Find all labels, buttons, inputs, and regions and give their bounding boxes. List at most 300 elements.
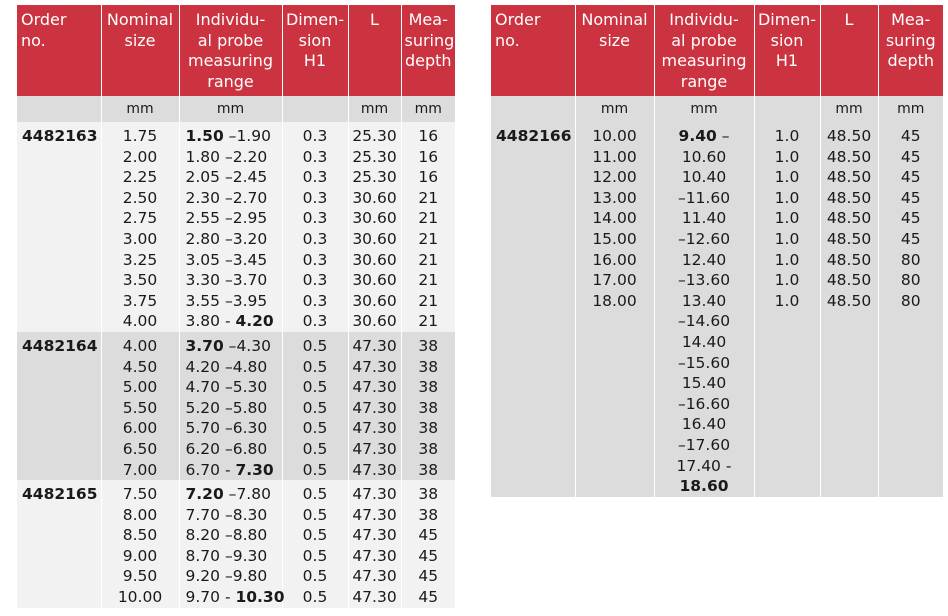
dimension-h1-value: 1.0 [774, 229, 800, 248]
unit-l: mm [348, 96, 401, 122]
nominal-size-cell: 4.00 [101, 311, 179, 332]
range-line [657, 167, 752, 188]
probe-table-left [17, 5, 455, 608]
length-cell: 47.30 [348, 480, 401, 505]
range-high: 4.30 [236, 336, 271, 355]
range-low: 3.70 [185, 336, 224, 355]
measuring-depth-cell: 21 [401, 291, 455, 312]
length-value: 48.50 [826, 147, 872, 166]
range-low: 4.70 [185, 378, 221, 397]
length-value: 48.50 [826, 291, 872, 310]
length-cell [820, 122, 878, 497]
unit-order-no [491, 96, 575, 122]
range-line [657, 208, 752, 229]
length-cell: 25.30 [348, 122, 401, 147]
range-high: 2.20 [232, 147, 268, 166]
dimension-h1-cell: 0.5 [282, 418, 348, 439]
header-row [17, 5, 455, 96]
unit-measuring-range: mm [654, 96, 754, 122]
range-low: 2.55 [185, 209, 221, 228]
dimension-h1-value: 1.0 [774, 127, 800, 145]
range-low: 4.20 [185, 357, 221, 376]
range-value: –13.60 [677, 271, 731, 290]
range-low: 1.80 [185, 147, 221, 166]
unit-measuring-depth: mm [878, 96, 943, 122]
nominal-size-cell: 3.00 [101, 229, 179, 250]
range-low: 1.50 [185, 127, 224, 145]
measuring-range-cell [179, 566, 282, 587]
measuring-depth-cell: 16 [401, 147, 455, 168]
range-high: 6.80 [232, 439, 268, 458]
range-line [657, 126, 752, 167]
range-low: 8.20 [185, 526, 221, 545]
dimension-h1-value: 1.0 [774, 271, 800, 290]
dimension-h1-cell: 0.3 [282, 122, 348, 147]
unit-measuring-range: mm [179, 96, 282, 122]
range-separator: – [220, 505, 233, 524]
measuring-range-cell [179, 311, 282, 332]
range-line [657, 332, 752, 353]
col-header-measuring-range: Individu- al probe measuring range [179, 5, 282, 96]
measuring-range-cell [179, 377, 282, 398]
measuring-depth-cell: 38 [401, 377, 455, 398]
measuring-depth-cell: 21 [401, 311, 455, 332]
nominal-size-cell: 6.00 [101, 418, 179, 439]
measuring-depth-cell: 38 [401, 357, 455, 378]
nominal-size-value: 18.00 [592, 291, 637, 310]
range-separator: – [220, 398, 233, 417]
length-value: 48.50 [826, 188, 872, 207]
order-number-cell: 4482163 [17, 122, 101, 332]
measuring-depth-value: 45 [900, 209, 921, 228]
length-cell: 47.30 [348, 460, 401, 481]
range-value: –14.60 [677, 312, 731, 331]
range-high: 6.30 [232, 419, 268, 438]
measuring-range-cell [179, 357, 282, 378]
range-value: 14.40 [681, 332, 727, 351]
order-number-cell: 4482166 [491, 122, 575, 497]
length-cell: 47.30 [348, 398, 401, 419]
range-high: 3.20 [232, 229, 268, 248]
dimension-h1-cell: 0.5 [282, 587, 348, 608]
range-line [657, 435, 752, 456]
measuring-depth-cell: 21 [401, 188, 455, 209]
col-header-measuring-depth: Mea- suring depth [401, 5, 455, 96]
length-cell: 30.60 [348, 188, 401, 209]
range-tail: –10.60 [681, 127, 730, 166]
length-cell: 25.30 [348, 167, 401, 188]
measuring-depth-cell: 38 [401, 398, 455, 419]
range-separator: – [220, 147, 233, 166]
measuring-range-cell [654, 122, 754, 497]
measuring-depth-cell: 38 [401, 418, 455, 439]
table-row [17, 122, 455, 147]
dimension-h1-cell: 0.3 [282, 229, 348, 250]
nominal-size-cell: 3.25 [101, 250, 179, 271]
range-high: 7.80 [236, 485, 271, 504]
nominal-size-cell: 1.75 [101, 122, 179, 147]
order-number-cell: 4482165 [17, 480, 101, 608]
range-separator: – [220, 271, 233, 290]
nominal-size-cell [575, 122, 654, 497]
length-cell: 47.30 [348, 377, 401, 398]
nominal-size-cell: 3.75 [101, 291, 179, 312]
range-separator: – [220, 229, 233, 248]
measuring-depth-cell: 38 [401, 480, 455, 505]
dimension-h1-value: 1.0 [774, 250, 800, 269]
dimension-h1-cell: 0.5 [282, 505, 348, 526]
dimension-h1-cell: 0.3 [282, 167, 348, 188]
length-cell: 47.30 [348, 357, 401, 378]
table-row [491, 122, 943, 497]
measuring-range-cell [179, 208, 282, 229]
nominal-size-cell: 4.50 [101, 357, 179, 378]
measuring-depth-value: 45 [900, 147, 921, 166]
unit-row [17, 96, 455, 122]
range-line [657, 270, 752, 291]
length-cell: 47.30 [348, 587, 401, 608]
range-separator: – [220, 567, 233, 586]
measuring-range-cell [179, 291, 282, 312]
range-low: 3.80 [185, 312, 221, 331]
nominal-size-cell: 9.00 [101, 546, 179, 567]
nominal-size-cell: 8.50 [101, 525, 179, 546]
range-line [657, 311, 752, 332]
length-cell: 30.60 [348, 250, 401, 271]
measuring-depth-cell: 38 [401, 332, 455, 357]
unit-order-no [17, 96, 101, 122]
range-high: 8.80 [232, 526, 268, 545]
measuring-range-cell [179, 167, 282, 188]
length-cell: 47.30 [348, 332, 401, 357]
range-low: 3.05 [185, 250, 221, 269]
range-low: 7.20 [185, 485, 224, 504]
range-value: 9.40 [678, 127, 717, 145]
measuring-depth-cell: 38 [401, 460, 455, 481]
range-value: 12.40 [681, 250, 727, 269]
dimension-h1-cell: 0.3 [282, 291, 348, 312]
range-low: 2.80 [185, 229, 221, 248]
length-value: 48.50 [826, 127, 872, 145]
measuring-range-cell [179, 439, 282, 460]
range-separator: – [220, 526, 233, 545]
length-value: 48.50 [826, 250, 872, 269]
unit-row [491, 96, 943, 122]
table-body-right [491, 122, 943, 497]
range-high: 9.80 [232, 567, 268, 586]
nominal-size-cell: 3.50 [101, 270, 179, 291]
range-low: 6.70 [185, 460, 221, 479]
range-low: 5.70 [185, 419, 221, 438]
dimension-h1-cell: 0.5 [282, 332, 348, 357]
range-low: 9.70 [185, 588, 221, 607]
measuring-range-cell [179, 229, 282, 250]
range-high: 4.80 [232, 357, 268, 376]
measuring-range-cell [179, 398, 282, 419]
measuring-range-cell [179, 122, 282, 147]
range-line [657, 394, 752, 415]
range-separator: - [220, 588, 236, 607]
measuring-depth-cell: 38 [401, 505, 455, 526]
range-low: 3.30 [185, 271, 221, 290]
unit-l: mm [820, 96, 878, 122]
unit-dimension-h1 [282, 96, 348, 122]
range-separator: – [223, 127, 237, 145]
measuring-range-cell [179, 270, 282, 291]
col-header-dimension-h1: Dimen- sion H1 [754, 5, 820, 96]
range-separator: – [220, 439, 233, 458]
dimension-h1-cell: 0.5 [282, 566, 348, 587]
nominal-size-value: 10.00 [592, 127, 637, 145]
measuring-range-cell [179, 250, 282, 271]
nominal-size-value: 11.00 [592, 147, 637, 166]
range-line [657, 353, 752, 374]
nominal-size-cell: 4.00 [101, 332, 179, 357]
length-cell: 47.30 [348, 439, 401, 460]
length-value: 48.50 [826, 168, 872, 187]
col-header-measuring-range: Individu- al probe measuring range [654, 5, 754, 96]
length-cell: 30.60 [348, 270, 401, 291]
measuring-range-cell [179, 480, 282, 505]
nominal-size-cell: 5.00 [101, 377, 179, 398]
dimension-h1-cell: 0.3 [282, 270, 348, 291]
range-separator: – [220, 250, 233, 269]
range-value: 17.40 - [676, 456, 732, 475]
dimension-h1-value: 1.0 [774, 188, 800, 207]
dimension-h1-value: 1.0 [774, 291, 800, 310]
range-high: 10.30 [235, 588, 285, 607]
range-separator: – [220, 209, 233, 228]
range-value: –16.60 [677, 394, 731, 413]
nominal-size-cell: 2.75 [101, 208, 179, 229]
measuring-depth-cell: 21 [401, 270, 455, 291]
col-header-order-no: Order no. [491, 5, 575, 96]
nominal-size-value: 16.00 [592, 250, 637, 269]
range-low: 2.05 [185, 168, 221, 187]
length-cell: 47.30 [348, 505, 401, 526]
measuring-range-cell [179, 525, 282, 546]
range-line [657, 414, 752, 435]
table-body-left [17, 122, 455, 608]
nominal-size-cell: 6.50 [101, 439, 179, 460]
range-high: 2.45 [232, 168, 268, 187]
nominal-size-cell: 10.00 [101, 587, 179, 608]
dimension-h1-cell: 0.3 [282, 311, 348, 332]
range-low: 5.20 [185, 398, 221, 417]
range-value: –11.60 [677, 188, 731, 207]
range-value: 11.40 [681, 209, 727, 228]
range-separator: – [220, 546, 233, 565]
nominal-size-cell: 2.00 [101, 147, 179, 168]
nominal-size-value: 13.00 [592, 188, 637, 207]
range-separator: – [220, 378, 233, 397]
range-line [657, 373, 752, 394]
range-high: 3.95 [232, 291, 268, 310]
measuring-range-cell [179, 587, 285, 608]
range-high: 5.30 [232, 378, 268, 397]
dimension-h1-cell [754, 122, 820, 497]
range-separator: – [223, 485, 237, 504]
measuring-depth-cell: 38 [401, 439, 455, 460]
range-low: 3.55 [185, 291, 221, 310]
measuring-depth-cell: 16 [401, 122, 455, 147]
col-header-measuring-depth: Mea- suring depth [878, 5, 943, 96]
range-high: 9.30 [232, 546, 268, 565]
range-high: 2.95 [232, 209, 268, 228]
range-value: –12.60 [677, 229, 731, 248]
header-row [491, 5, 943, 96]
range-line [657, 188, 752, 209]
dimension-h1-value: 1.0 [774, 147, 800, 166]
range-low: 8.70 [185, 546, 221, 565]
range-high: 1.90 [236, 127, 271, 145]
range-line [657, 229, 752, 250]
unit-dimension-h1 [754, 96, 820, 122]
measuring-depth-value: 80 [900, 291, 921, 310]
dimension-h1-cell: 0.5 [282, 525, 348, 546]
range-separator: – [220, 419, 233, 438]
range-high: 5.80 [232, 398, 268, 417]
length-cell: 47.30 [348, 525, 401, 546]
unit-measuring-depth: mm [401, 96, 455, 122]
measuring-range-cell [179, 418, 282, 439]
measuring-depth-cell: 45 [401, 546, 455, 567]
length-cell: 30.60 [348, 311, 401, 332]
table-row [17, 332, 455, 357]
range-value: –17.60 [677, 435, 731, 454]
dimension-h1-cell: 0.3 [282, 147, 348, 168]
nominal-size-cell: 2.25 [101, 167, 179, 188]
measuring-range-cell [179, 188, 282, 209]
measuring-range-cell [179, 460, 282, 481]
length-value: 48.50 [826, 229, 872, 248]
measuring-depth-cell: 21 [401, 208, 455, 229]
range-low: 9.20 [185, 567, 221, 586]
range-low: 2.30 [185, 188, 221, 207]
range-line [657, 456, 752, 477]
dimension-h1-value: 1.0 [774, 168, 800, 187]
col-header-order-no: Order no. [17, 5, 101, 96]
dimension-h1-cell: 0.5 [282, 546, 348, 567]
dimension-h1-cell: 0.5 [282, 460, 348, 481]
range-high: 3.70 [232, 271, 268, 290]
col-header-nominal-size: Nominal size [575, 5, 654, 96]
length-cell: 30.60 [348, 208, 401, 229]
nominal-size-cell: 8.00 [101, 505, 179, 526]
length-cell: 47.30 [348, 418, 401, 439]
length-cell: 30.60 [348, 291, 401, 312]
range-value: 10.40 [681, 168, 727, 187]
range-value: 13.40 [681, 291, 727, 310]
range-separator: - [220, 460, 236, 479]
range-line [657, 250, 752, 271]
col-header-l: L [348, 5, 401, 96]
measuring-depth-value: 45 [900, 127, 921, 145]
measuring-depth-value: 45 [900, 229, 921, 248]
range-low: 6.20 [185, 439, 221, 458]
measuring-depth-cell: 45 [401, 566, 455, 587]
range-separator: – [223, 336, 237, 355]
nominal-size-value: 15.00 [592, 229, 637, 248]
range-high: 8.30 [232, 505, 268, 524]
measuring-depth-cell: 45 [401, 525, 455, 546]
length-cell: 47.30 [348, 546, 401, 567]
range-separator: – [220, 188, 233, 207]
probe-table-right [491, 5, 943, 497]
range-high: 2.70 [232, 188, 268, 207]
range-line [657, 291, 752, 312]
range-separator: – [220, 291, 233, 310]
range-value: 18.60 [679, 477, 729, 496]
col-header-l: L [820, 5, 878, 96]
measuring-depth-value: 45 [900, 188, 921, 207]
nominal-size-cell: 2.50 [101, 188, 179, 209]
range-separator: – [220, 168, 233, 187]
range-line [657, 476, 752, 497]
dimension-h1-cell: 0.5 [282, 377, 348, 398]
range-value: 16.40 [681, 415, 727, 434]
col-header-dimension-h1: Dimen- sion H1 [282, 5, 348, 96]
measuring-range-cell [179, 505, 282, 526]
length-value: 48.50 [826, 209, 872, 228]
dimension-h1-cell: 0.5 [282, 398, 348, 419]
range-separator: - [220, 312, 236, 331]
length-value: 48.50 [826, 271, 872, 290]
measuring-depth-value: 80 [900, 250, 921, 269]
nominal-size-value: 12.00 [592, 168, 637, 187]
nominal-size-value: 17.00 [592, 271, 637, 290]
range-high: 7.30 [235, 460, 274, 479]
measuring-depth-cell: 21 [401, 229, 455, 250]
unit-nominal-size: mm [101, 96, 179, 122]
dimension-h1-value: 1.0 [774, 209, 800, 228]
unit-nominal-size: mm [575, 96, 654, 122]
measuring-depth-cell: 45 [401, 587, 455, 608]
nominal-size-value: 14.00 [592, 209, 637, 228]
measuring-depth-cell: 21 [401, 250, 455, 271]
measuring-depth-cell [878, 122, 943, 497]
nominal-size-cell: 5.50 [101, 398, 179, 419]
dimension-h1-cell: 0.5 [282, 357, 348, 378]
range-high: 3.45 [232, 250, 268, 269]
dimension-h1-cell: 0.3 [282, 188, 348, 209]
dimension-h1-cell: 0.5 [282, 480, 348, 505]
dimension-h1-cell: 0.5 [282, 439, 348, 460]
nominal-size-cell: 7.00 [101, 460, 179, 481]
nominal-size-cell: 7.50 [101, 480, 179, 505]
measuring-depth-value: 45 [900, 168, 921, 187]
range-separator: – [220, 357, 233, 376]
measuring-range-cell [179, 546, 282, 567]
range-value: 15.40 [681, 374, 727, 393]
range-value: –15.60 [677, 353, 731, 372]
nominal-size-cell: 9.50 [101, 566, 179, 587]
measuring-range-cell [179, 147, 282, 168]
length-cell: 30.60 [348, 229, 401, 250]
dimension-h1-cell: 0.3 [282, 208, 348, 229]
measuring-range-cell [179, 332, 282, 357]
measuring-depth-value: 80 [900, 271, 921, 290]
measuring-depth-cell: 16 [401, 167, 455, 188]
range-high: 4.20 [235, 312, 274, 331]
dimension-h1-cell: 0.3 [282, 250, 348, 271]
length-cell: 47.30 [348, 566, 401, 587]
table-row [17, 480, 455, 505]
order-number-cell: 4482164 [17, 332, 101, 480]
col-header-nominal-size: Nominal size [101, 5, 179, 96]
length-cell: 25.30 [348, 147, 401, 168]
range-low: 7.70 [185, 505, 221, 524]
